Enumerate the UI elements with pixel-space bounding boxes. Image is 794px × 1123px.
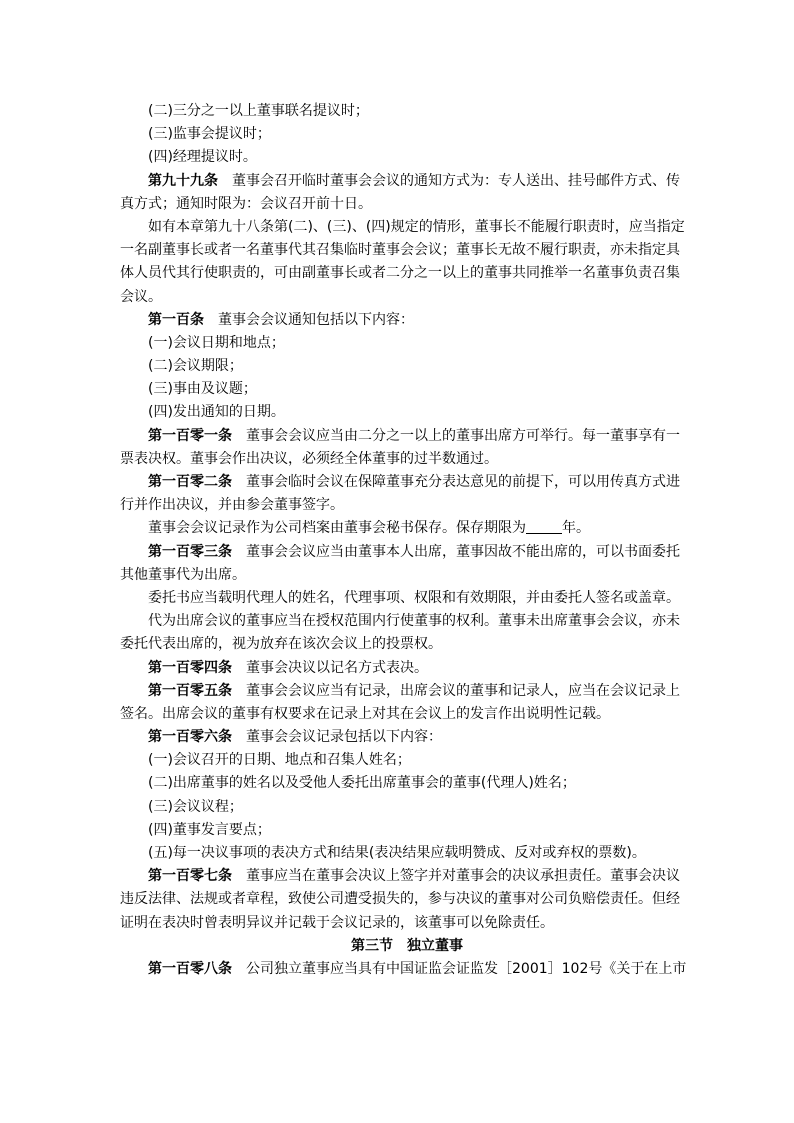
text-line: 票表决权。董事会作出决议，必须经全体董事的过半数通过。	[120, 450, 498, 467]
text-line: 违反法律、法规或者章程，致使公司遭受损失的，参与决议的董事对公司负赔偿责任。但经	[120, 891, 680, 908]
retention-line	[120, 517, 694, 540]
article-102	[120, 471, 694, 494]
article-105	[120, 680, 694, 703]
text-line: (一)会议召开的日期、地点和召集人姓名；	[148, 752, 411, 769]
article-heading: 第一百零七条	[148, 868, 232, 885]
text-line: (二)会议期限；	[148, 358, 243, 375]
retention-text: 董事会会议记录作为公司档案由董事会秘书保存。保存期限为	[148, 520, 526, 537]
text-line: (三)会议议程；	[148, 798, 243, 815]
article-heading: 第一百零一条	[148, 427, 232, 444]
text-line: 真方式；通知时限为：会议召开前十日。	[120, 195, 372, 212]
article-text: 董事会会议通知包括以下内容：	[218, 311, 414, 328]
article-heading: 第一百条	[148, 311, 204, 328]
article-text: 董事会临时会议在保障董事充分表达意见的前提下，可以用传真方式进	[246, 474, 680, 490]
article-106	[120, 726, 694, 749]
text-line: (一)会议日期和地点；	[148, 334, 285, 351]
text-line: 签名。出席会议的董事有权要求在记录上对其在会议上的发言作出说明性记载。	[120, 705, 610, 722]
text-line: 会议。	[120, 288, 162, 305]
text-line: 如有本章第九十八条第(二)、(三)、(四)规定的情形，董事长不能履行职责时，应当指定	[148, 218, 685, 235]
text-line: 委托代表出席的，视为放弃在该次会议上的投票权。	[120, 636, 442, 653]
article-heading: 第一百零四条	[148, 659, 232, 676]
article-heading: 第一百零三条	[148, 543, 232, 560]
text-line: (四)董事发言要点；	[148, 821, 271, 838]
text-line: 体人员代其行使职责的，可由副董事长或者二分之一以上的董事共同推举一名董事负责召集	[120, 265, 680, 282]
text-line: (二)出席董事的姓名以及受他人委托出席董事会的董事(代理人)姓名；	[148, 775, 576, 792]
retention-suffix: 年。	[562, 520, 590, 537]
text-line: 委托书应当载明代理人的姓名，代理事项、权限和有效期限，并由委托人签名或盖章。	[148, 589, 680, 606]
text-line: (三)事由及议题；	[148, 381, 257, 398]
article-text: 董事会会议记录包括以下内容：	[246, 729, 442, 746]
article-104	[120, 657, 694, 680]
article-text: 董事会决议以记名方式表决。	[246, 659, 428, 676]
article-107	[120, 865, 694, 888]
article-103	[120, 541, 694, 564]
text-line: 一名副董事长或者一名董事代其召集临时董事会会议；董事长无故不履行职责，亦未指定具	[120, 242, 680, 259]
article-text: 董事会会议应当由二分之一以上的董事出席方可举行。每一董事享有一	[246, 427, 680, 444]
article-text: 董事会召开临时董事会会议的通知方式为：专人送出、挂号邮件方式、传	[232, 172, 680, 189]
text-line: 其他董事代为出席。	[120, 566, 246, 583]
article-text: 董事会会议应当由董事本人出席，董事因故不能出席的，可以书面委托	[246, 543, 680, 560]
article-heading: 第九十九条	[148, 172, 218, 189]
section-heading: 第三节 独立董事	[351, 937, 463, 954]
article-heading: 第一百零六条	[148, 729, 232, 746]
article-101	[120, 425, 694, 448]
text-line: (四)经理提议时。	[148, 149, 257, 166]
text-line: (三)监事会提议时；	[148, 126, 271, 143]
article-100	[120, 309, 694, 332]
text-line: (五)每一决议事项的表决方式和结果(表决结果应载明赞成、反对或弃权的票数)。	[148, 845, 646, 861]
text-line: 证明在表决时曾表明异议并记载于会议记录的，该董事可以免除责任。	[120, 914, 554, 931]
text-line: 行并作出决议，并由参会董事签字。	[120, 497, 344, 514]
article-99	[120, 170, 694, 193]
text-line: 代为出席会议的董事应当在授权范围内行使董事的权利。董事未出席董事会会议，亦未	[148, 613, 680, 630]
article-text: 公司独立董事应当具有中国证监会证监发［2001］102号《关于在上市	[246, 960, 687, 977]
text-line: (四)发出通知的日期。	[148, 404, 285, 421]
article-text: 董事会会议应当有记录，出席会议的董事和记录人，应当在会议记录上	[246, 682, 680, 699]
article-heading: 第一百零二条	[148, 474, 232, 490]
article-108	[120, 958, 694, 981]
article-text: 董事应当在董事会决议上签字并对董事会的决议承担责任。董事会决议	[246, 868, 680, 885]
article-heading: 第一百零八条	[148, 960, 232, 977]
text-line: (二)三分之一以上董事联名提议时；	[148, 103, 369, 119]
blank-underline	[526, 519, 562, 534]
article-heading: 第一百零五条	[148, 682, 232, 699]
